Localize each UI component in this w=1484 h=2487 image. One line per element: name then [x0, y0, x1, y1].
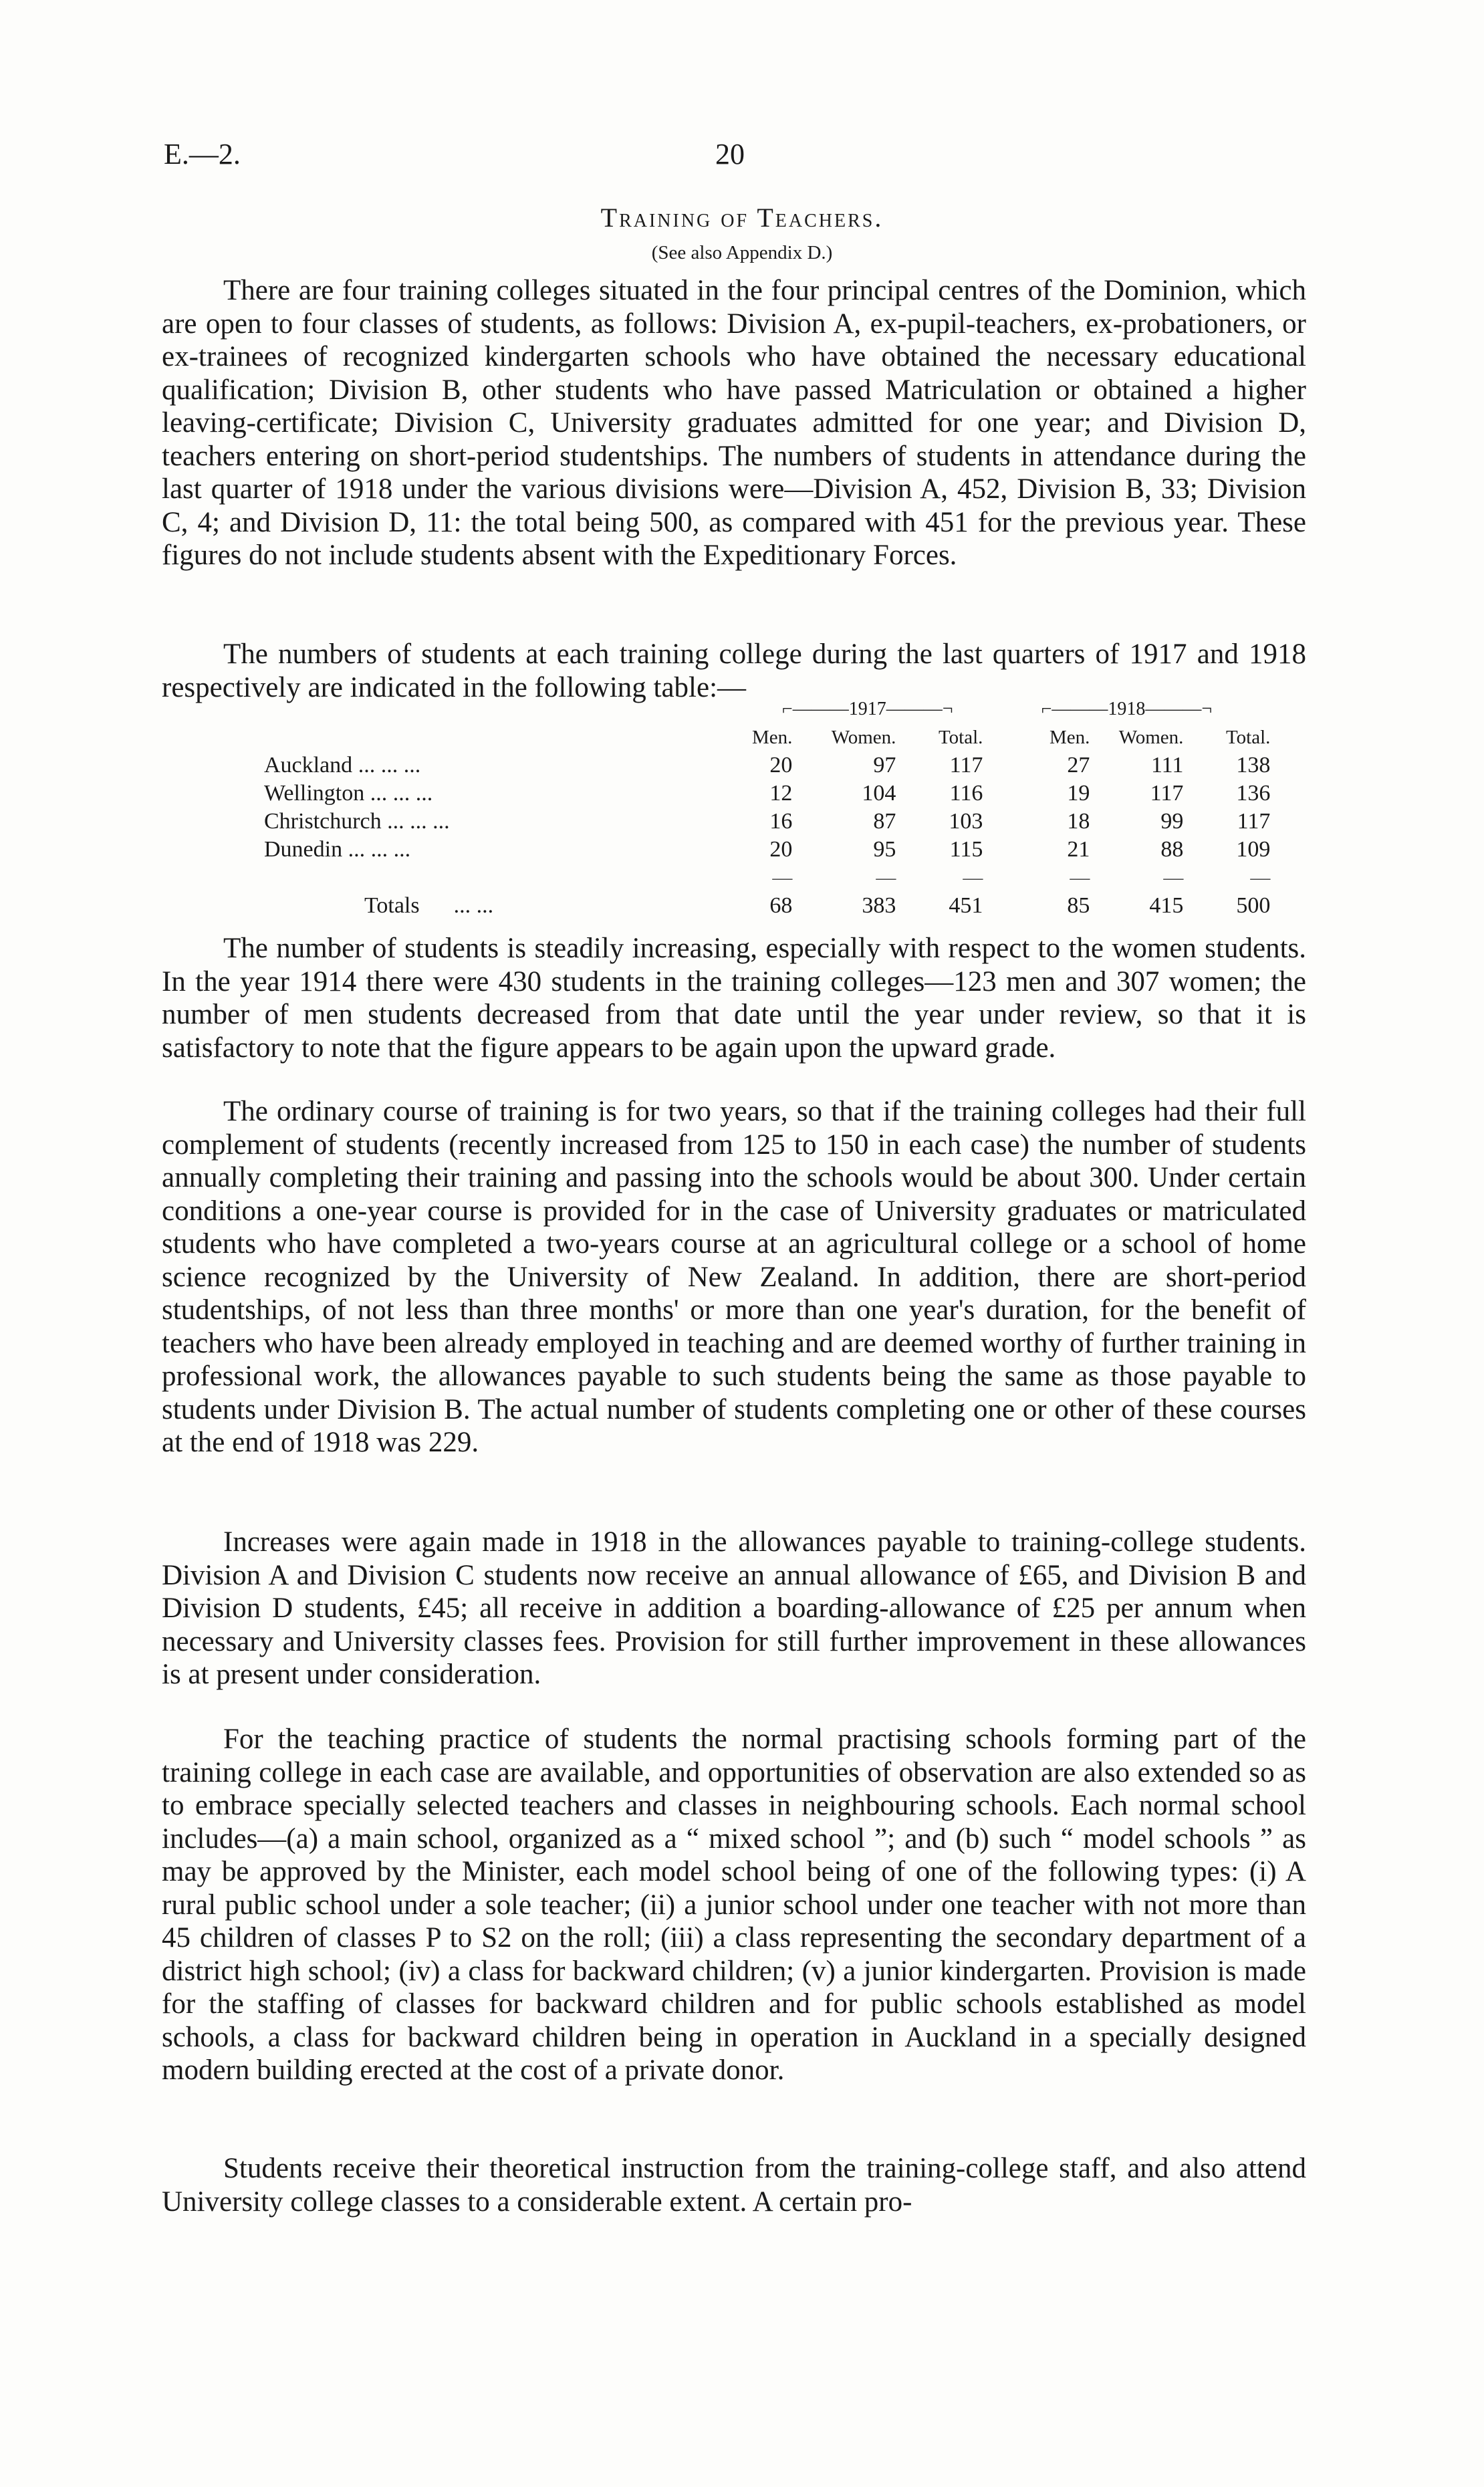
- paragraph-increase: The number of students is steadily increasing, especially with respect to the women students. In the year 1914 there were 430 students in the training colleges—123 men and 307 women; the number of men students decreased from that date until the year under review, so that it is satisfactory to note that the figure appears to be again upon the upward grade.: [162, 933, 1306, 1064]
- section-title: Training of Teachers.: [600, 203, 884, 233]
- group-1918: ⌐———1918———¬: [1041, 699, 1213, 719]
- document-reference: E.—2.: [164, 138, 241, 170]
- table-total-rule: — — — — — —: [772, 866, 1271, 889]
- paragraph-instruction: Students receive their theoretical instruction from the training-college staff, and also attend University college classes to a considerable extent. A certain pro-: [162, 2153, 1306, 2218]
- paragraph-course: The ordinary course of training is for two years, so that if the training colleges had their full complement of students (recently increased from 125 to 150 in each case) the number of students annually completing their training and passing into the schools would be about 300. Under certain conditions a one-year course is provided for in the case of University graduates or matriculated students who have completed a two-years course at an agricultural college or a school of home science recognized by the University of New Zealand. In addition, there are short-period studentships, of not less than three months' or more than one year's duration, for the benefit of teachers who have been already employed in teaching and are deemed worthy of further training in professional work, the allowances payable to such students being the same as those payable to students under Division B. The actual number of students completing one or other of these courses at the end of 1918 was 229.: [162, 1096, 1306, 1458]
- table-group-header: [264, 695, 1270, 723]
- paragraph-practice: For the teaching practice of students the normal practising schools forming part of the training college in each case are available, and opportunities of observation are also extended so as to embrace specially selected teachers and classes in neighbouring schools. Each normal school includes—(a) a main school, organized as a “ mixed school ”; and (b) such “ model schools ” as may be approved by the Minister, each model school being of one of the following types: (i) A rural public school under a sole teacher; (ii) a junior school under one teacher with not more than 45 children of classes P to S2 on the roll; (iii) a class representing the secondary department of a district high school; (iv) a class for backward children; (v) a junior kindergarten. Provision is made for the staffing of classes for backward children and for public schools established as model schools, a class for backward children being in operation in Auckland in a specially designed modern building erected at the cost of a private donor.: [162, 1724, 1306, 2086]
- table-row: Auckland ... ... ... 20 97 117 27 111 138: [264, 753, 1271, 778]
- table-totals-row: Totals ... ... 68 383 451 85 415 500: [364, 893, 1271, 918]
- section-subtitle: (See also Appendix D.): [651, 242, 833, 263]
- paragraph-table-intro: The numbers of students at each training college during the last quarters of 1917 and 1918 respectively are indicated in the following table:—: [162, 638, 1306, 703]
- table-row: Dunedin ... ... ... 20 95 115 21 88 109: [264, 837, 1271, 862]
- table-row: Christchurch ... ... ... 16 87 103 18 99 117: [264, 809, 1271, 834]
- group-1917: ⌐———1917———¬: [781, 699, 953, 719]
- page-number: 20: [715, 138, 745, 170]
- students-table: [264, 695, 1270, 920]
- paragraph-allowances: Increases were again made in 1918 in the allowances payable to training-college students. Division A and Division C students now receive an annual allowance of £65, and Division B and Division D students, £45; all receive in addition a boarding-allowance of £25 per annum when necessary and University classes fees. Provision for still further improvement in these allowances is at present under consideration.: [162, 1526, 1306, 1690]
- table-column-header: Men. Women. Total. Men. Women. Total.: [752, 726, 1271, 748]
- table-row: Wellington ... ... ... 12 104 116 19 117 136: [264, 781, 1271, 806]
- paragraph-divisions: There are four training colleges situated in the four principal centres of the Dominion, which are open to four classes of students, as follows: Division A, ex-pupil-teachers, ex-probationers, or ex-trainees of recognized kindergarten schools who have obtained the necessary educational qualification; Division B, other students who have passed Matriculation or obtained a higher leaving-certificate; Division C, University graduates admitted for one year; and Division D, teachers entering on short-period studentships. The numbers of students in attendance during the last quarter of 1918 under the various divisions were—Division A, 452, Division B, 33; Division C, 4; and Division D, 11: the total being 500, as compared with 451 for the previous year. These figures do not include students absent with the Expeditionary Forces.: [162, 275, 1306, 571]
